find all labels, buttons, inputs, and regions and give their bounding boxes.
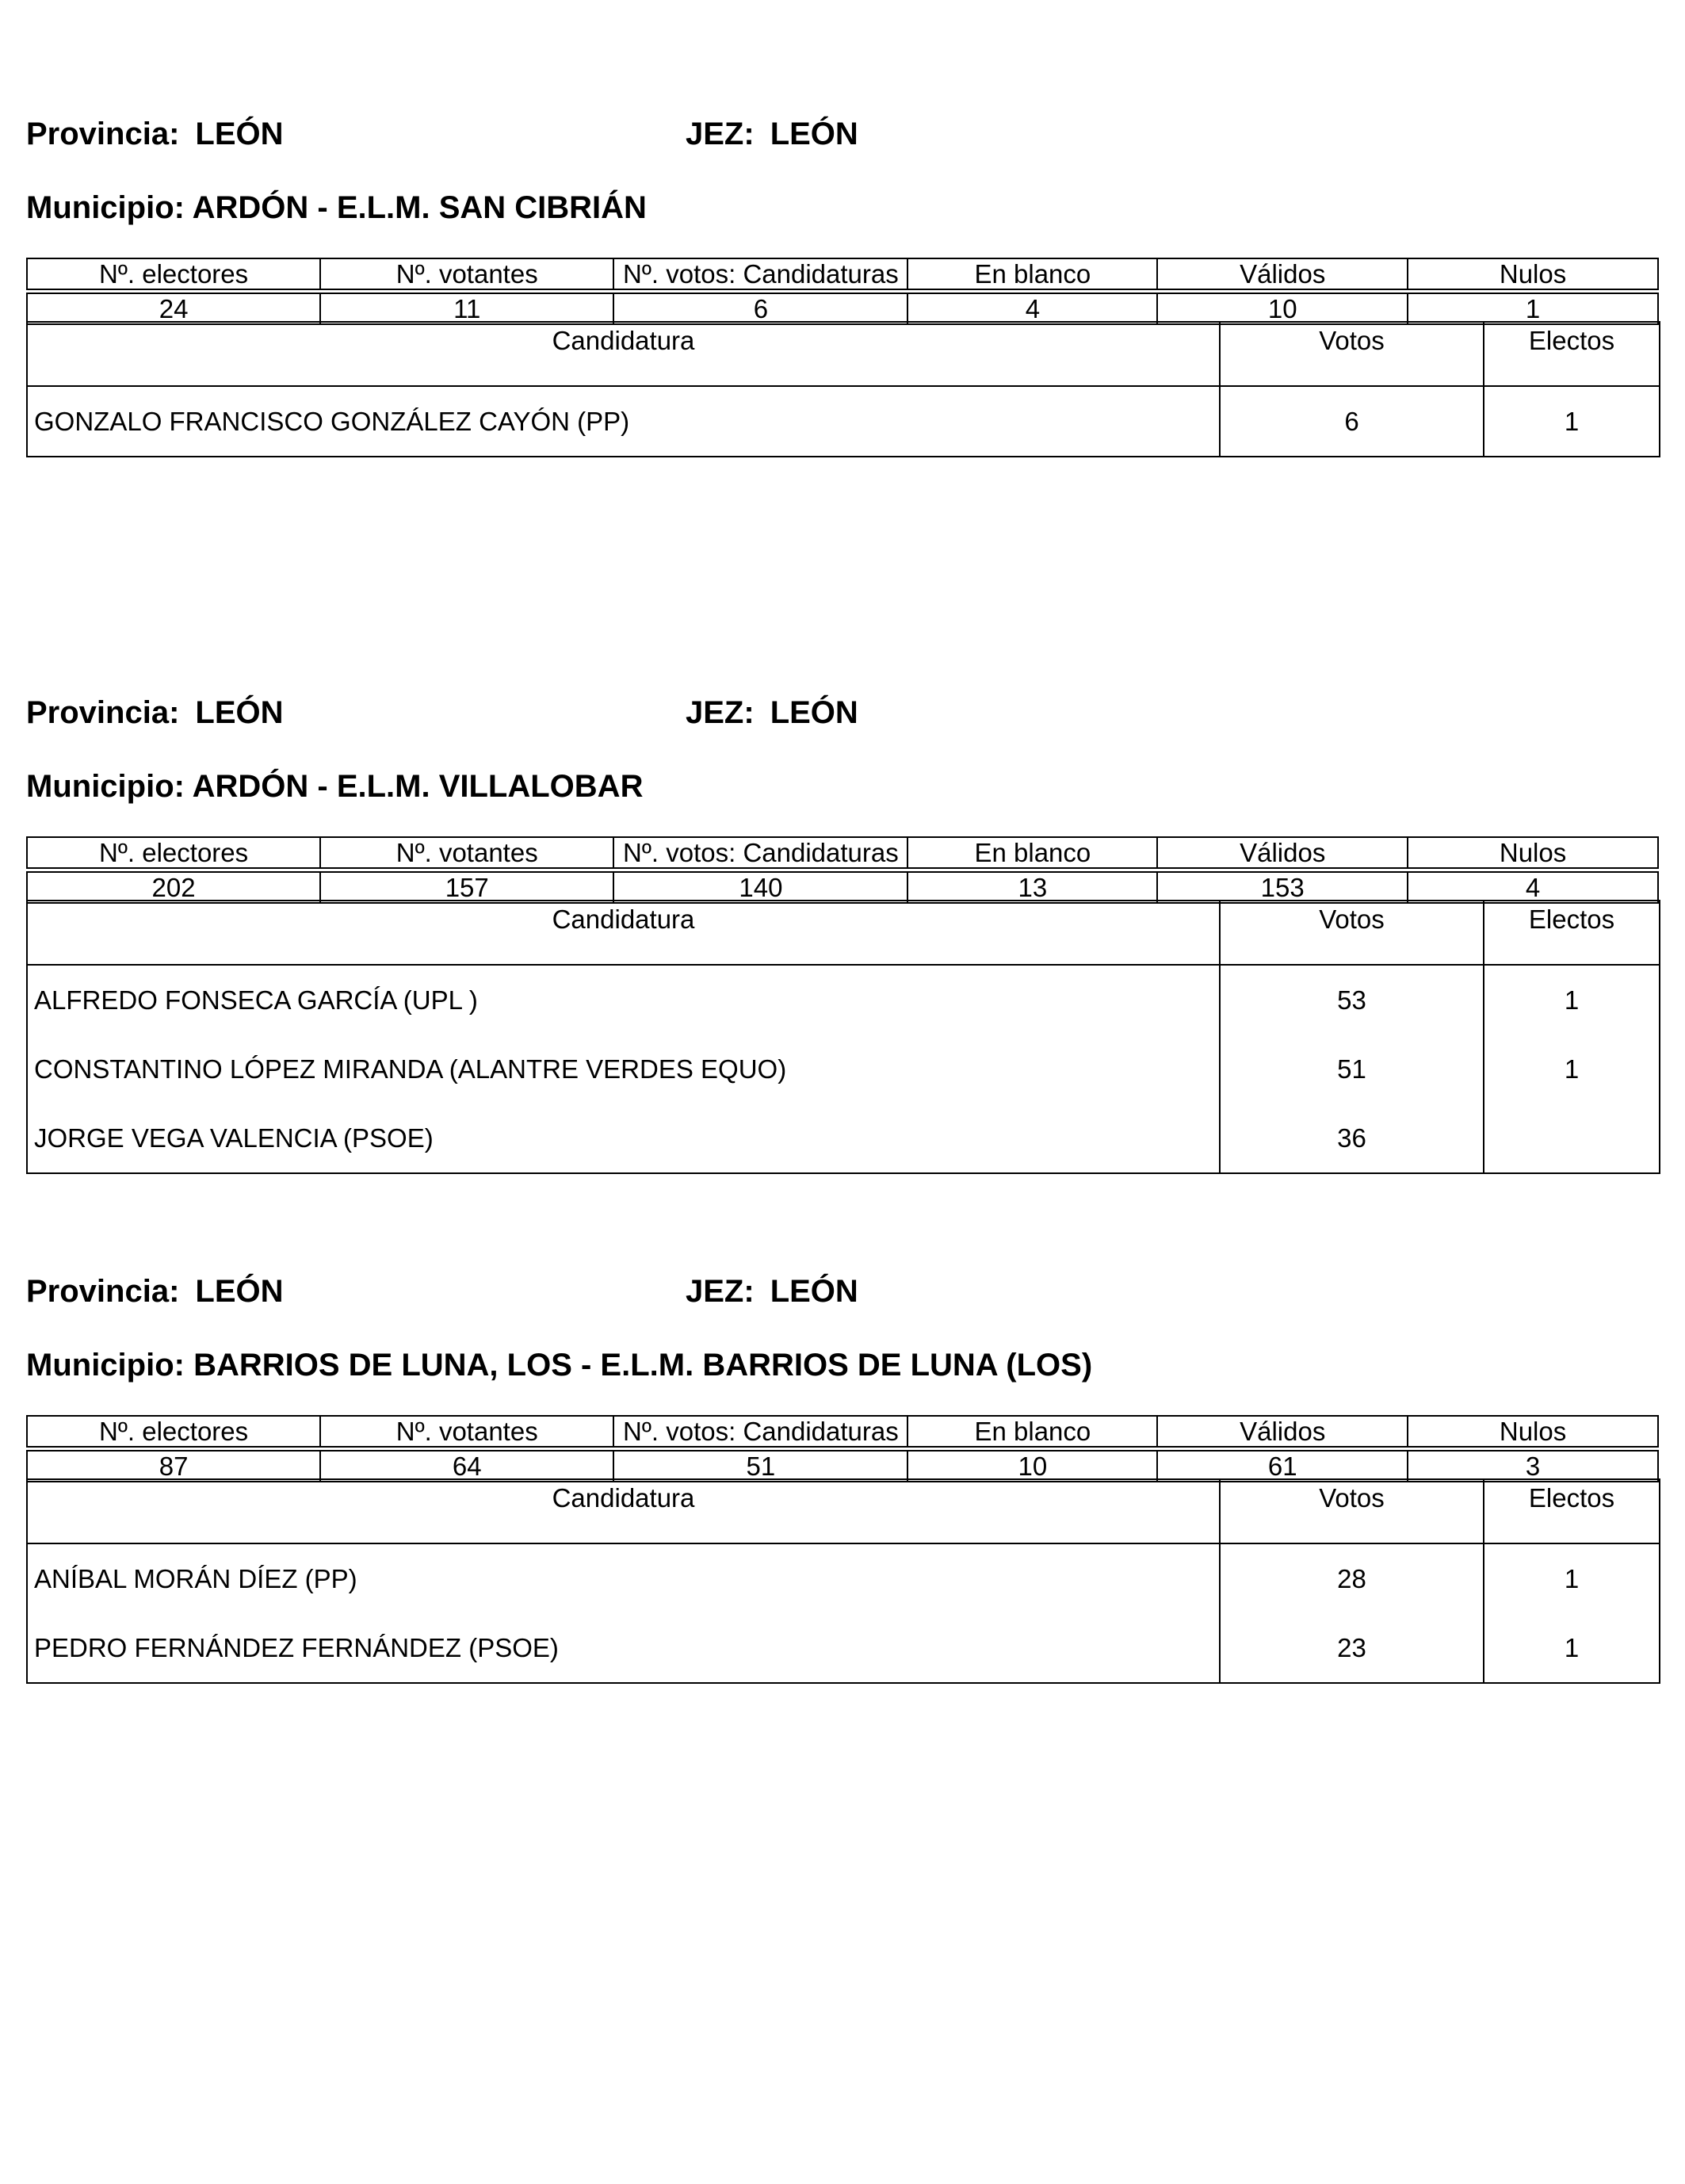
table-row bbox=[27, 1035, 1660, 1103]
stats-header-row: Nº. electores Nº. votantes Nº. votos: Candidaturas En blanco Válidos Nulos bbox=[27, 837, 1658, 868]
candidate-elected: 1 bbox=[1484, 1035, 1660, 1103]
table-row bbox=[27, 1103, 1660, 1173]
candidate-votes: 28 bbox=[1220, 1543, 1484, 1613]
candidate-elected: 1 bbox=[1484, 1613, 1660, 1683]
candidate-name: GONZALO FRANCISCO GONZÁLEZ CAYÓN (PP) bbox=[27, 386, 1220, 457]
provincia-header: Provincia: LEÓN bbox=[26, 117, 284, 151]
candidate-votes: 23 bbox=[1220, 1613, 1484, 1683]
candidate-elected bbox=[1484, 1103, 1660, 1173]
candidates-header-row: Candidatura Votos Electos bbox=[27, 1479, 1660, 1543]
municipio-header: Municipio: BARRIOS DE LUNA, LOS - E.L.M. BARRIOS DE LUNA (LOS) bbox=[26, 1348, 1093, 1383]
candidate-votes: 51 bbox=[1220, 1035, 1484, 1103]
provincia-header: Provincia: LEÓN bbox=[26, 695, 284, 730]
candidate-name: CONSTANTINO LÓPEZ MIRANDA (ALANTRE VERDES EQUO) bbox=[27, 1035, 1220, 1103]
candidate-elected: 1 bbox=[1484, 386, 1660, 457]
jez-header: JEZ: LEÓN bbox=[686, 1274, 858, 1309]
table-row bbox=[27, 965, 1660, 1035]
candidate-votes: 53 bbox=[1220, 965, 1484, 1035]
stats-value-row: 87 64 51 10 61 3 bbox=[27, 1451, 1658, 1482]
municipio-header: Municipio: ARDÓN - E.L.M. SAN CIBRIÁN bbox=[26, 190, 647, 225]
table-row bbox=[27, 386, 1660, 457]
stats-table bbox=[26, 1415, 1659, 1482]
candidates-table bbox=[26, 1478, 1660, 1684]
table-row bbox=[27, 1613, 1660, 1683]
stats-header-row: Nº. electores Nº. votantes Nº. votos: Candidaturas En blanco Válidos Nulos bbox=[27, 258, 1658, 289]
candidate-elected: 1 bbox=[1484, 1543, 1660, 1613]
municipio-header: Municipio: ARDÓN - E.L.M. VILLALOBAR bbox=[26, 769, 644, 804]
provincia-header: Provincia: LEÓN bbox=[26, 1274, 284, 1309]
jez-header: JEZ: LEÓN bbox=[686, 117, 858, 151]
candidate-name: ANÍBAL MORÁN DÍEZ (PP) bbox=[27, 1543, 1220, 1613]
candidates-header-row: Candidatura Votos Electos bbox=[27, 322, 1660, 386]
candidate-name: PEDRO FERNÁNDEZ FERNÁNDEZ (PSOE) bbox=[27, 1613, 1220, 1683]
stats-table bbox=[26, 258, 1659, 325]
candidate-votes: 6 bbox=[1220, 386, 1484, 457]
jez-header: JEZ: LEÓN bbox=[686, 695, 858, 730]
candidate-elected: 1 bbox=[1484, 965, 1660, 1035]
stats-value-row: 202 157 140 13 153 4 bbox=[27, 872, 1658, 903]
stats-table bbox=[26, 836, 1659, 904]
stats-value-row: 24 11 6 4 10 1 bbox=[27, 293, 1658, 324]
candidates-header-row: Candidatura Votos Electos bbox=[27, 901, 1660, 965]
table-row bbox=[27, 1543, 1660, 1613]
candidate-votes: 36 bbox=[1220, 1103, 1484, 1173]
candidate-name: JORGE VEGA VALENCIA (PSOE) bbox=[27, 1103, 1220, 1173]
stats-header-row: Nº. electores Nº. votantes Nº. votos: Candidaturas En blanco Válidos Nulos bbox=[27, 1416, 1658, 1447]
candidates-table bbox=[26, 321, 1660, 457]
candidate-name: ALFREDO FONSECA GARCÍA (UPL ) bbox=[27, 965, 1220, 1035]
candidates-table bbox=[26, 900, 1660, 1174]
